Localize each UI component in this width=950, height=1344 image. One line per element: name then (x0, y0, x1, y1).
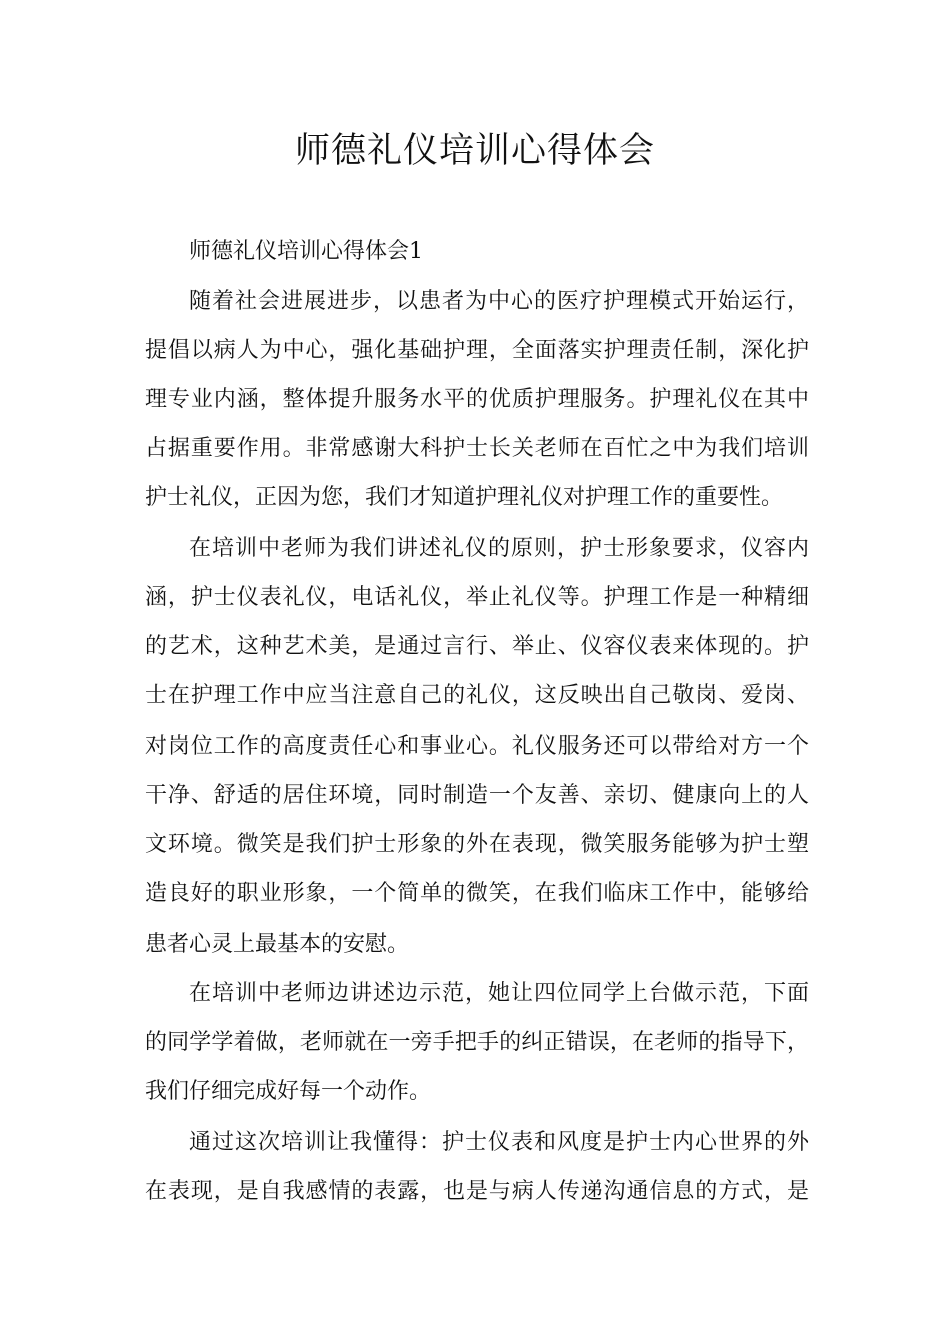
paragraph-1-line-4: 占据重要作用。非常感谢大科护士长关老师在百忙之中为我们培训 (145, 436, 809, 461)
paragraph-3-line-1: 在培训中老师边讲述边示范，她让四位同学上台做示范，下面 (189, 981, 809, 1006)
paragraph-1-line-5: 护士礼仪，正因为您，我们才知道护理礼仪对护理工作的重要性。 (145, 485, 784, 510)
paragraph-2-line-7: 文环境。微笑是我们护士形象的外在表现，微笑服务能够为护士塑 (145, 832, 809, 857)
paragraph-2-line-3: 的艺术，这种艺术美，是通过言行、举止、仪容仪表来体现的。护 (145, 634, 809, 659)
paragraph-4-line-2: 在表现，是自我感情的表露，也是与病人传递沟通信息的方式，是 (145, 1179, 809, 1204)
paragraph-2-line-1: 在培训中老师为我们讲述礼仪的原则，护士形象要求，仪容内 (189, 536, 809, 561)
paragraph-2-line-2: 涵，护士仪表礼仪，电话礼仪，举止礼仪等。护理工作是一种精细 (145, 585, 809, 610)
paragraph-1-line-2: 提倡以病人为中心，强化基础护理，全面落实护理责任制，深化护 (145, 338, 809, 363)
paragraph-2-line-9: 患者心灵上最基本的安慰。 (145, 932, 410, 957)
paragraph-2-line-8: 造良好的职业形象，一个简单的微笑，在我们临床工作中，能够给 (145, 881, 809, 906)
section-heading: 师德礼仪培训心得体会1 (189, 239, 423, 264)
paragraph-3-line-3: 我们仔细完成好每一个动作。 (145, 1079, 432, 1104)
paragraph-4-line-1: 通过这次培训让我懂得：护士仪表和风度是护士内心世界的外 (189, 1130, 809, 1155)
paragraph-1-line-3: 理专业内涵，整体提升服务水平的优质护理服务。护理礼仪在其中 (145, 387, 809, 412)
paragraph-1-line-1: 随着社会进展进步，以患者为中心的医疗护理模式开始运行， (189, 289, 809, 314)
paragraph-3-line-2: 的同学学着做，老师就在一旁手把手的纠正错误，在老师的指导下， (145, 1030, 809, 1055)
paragraph-2-line-4: 士在护理工作中应当注意自己的礼仪，这反映出自己敬岗、爱岗、 (145, 683, 809, 708)
paragraph-2-line-5: 对岗位工作的高度责任心和事业心。礼仪服务还可以带给对方一个 (145, 734, 809, 759)
paragraph-2-line-6: 干净、舒适的居住环境，同时制造一个友善、亲切、健康向上的人 (145, 783, 809, 808)
document-title: 师德礼仪培训心得体会 (294, 131, 655, 171)
